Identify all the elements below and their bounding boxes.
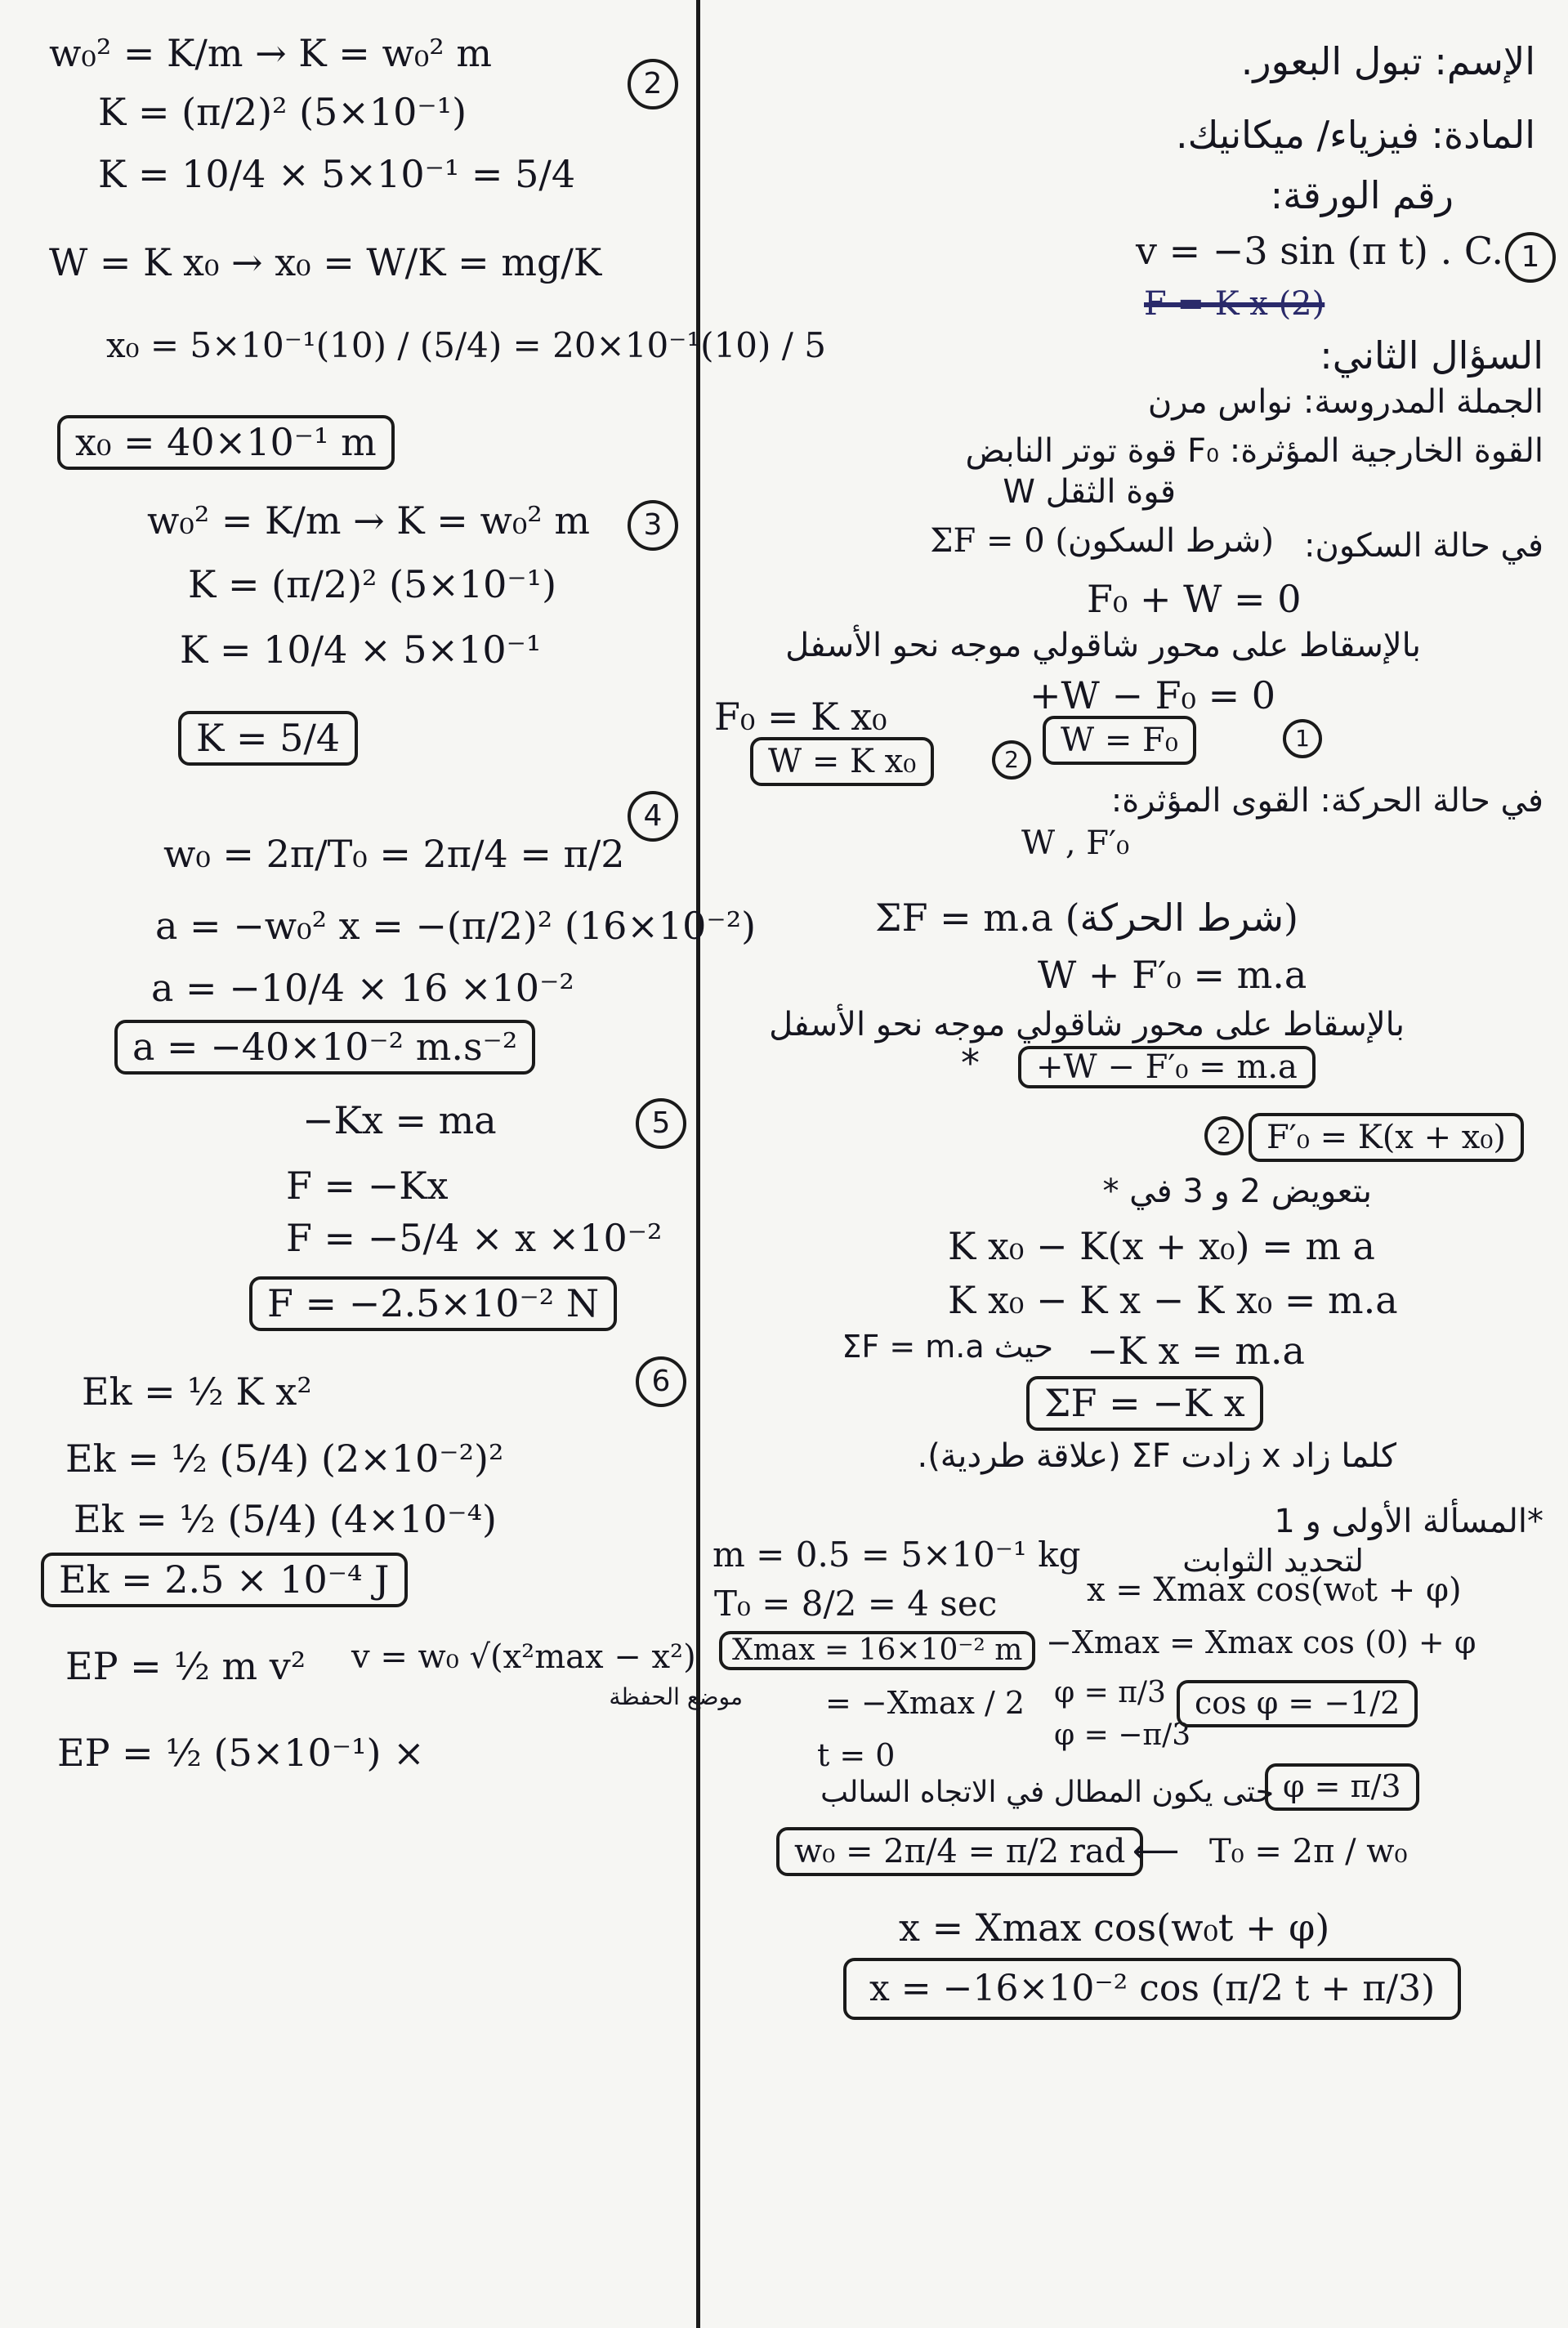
formula-line: v = w₀ √(x²max − x²) — [351, 1638, 696, 1676]
forces-line: القوة الخارجية المؤثرة: F₀ قوة توتر النابض — [965, 432, 1543, 470]
equation-line: F₀ + W = 0 — [1087, 577, 1302, 621]
formula-line: w₀ = 2π/T₀ = 2π/4 = π/2 — [163, 832, 625, 876]
question-title: السؤال الثاني: — [1320, 333, 1543, 378]
equation-line: +W − F₀ = 0 — [1030, 673, 1276, 717]
equation-line: K x₀ − K x − K x₀ = m.a — [948, 1278, 1398, 1322]
subject-line: المادة: فيزياء/ ميكانيك. — [1176, 113, 1535, 157]
equation-line: T₀ = 2π / w₀ — [1209, 1833, 1408, 1870]
formula-line: EP = ½ m v² — [65, 1644, 306, 1688]
equation-line: F₀ = K x₀ — [714, 695, 887, 739]
arrow-left-icon: ⟵ — [1132, 1833, 1180, 1870]
direction-note: حتى يكون المطال في الاتجاه السالب — [820, 1776, 1274, 1809]
result-box: F′₀ = K(x + x₀) — [1249, 1113, 1524, 1162]
formula-line: F = −Kx — [286, 1164, 449, 1208]
equation-line: ΣF = m.a (شرط الحركة) — [875, 896, 1298, 940]
student-name: الإسم: تبول البعور. — [1240, 39, 1535, 83]
projection-note: بالإسقاط على محور شاقولي موجه نحو الأسفل — [785, 627, 1421, 664]
answer-line: v = −3 sin (π t) . C. — [1136, 229, 1504, 273]
formula-line: x₀ = 5×10⁻¹(10) / (5/4) = 20×10⁻¹(10) / 5 — [106, 325, 826, 365]
problem-title: *المسألة الأولى و 1 — [1274, 1503, 1543, 1540]
substitution-note: بتعويض 2 و 3 في * — [1102, 1173, 1372, 1210]
question-number-5: 5 — [636, 1098, 686, 1149]
result-box: φ = π/3 — [1265, 1763, 1419, 1811]
formula-line: Ek = ½ (5/4) (2×10⁻²)² — [65, 1437, 504, 1481]
formula-line: w₀² = K/m → K = w₀² m — [49, 31, 492, 75]
relation-note: كلما زاد x زادت ΣF (علاقة طردية). — [917, 1437, 1396, 1475]
since-note: حيث ΣF = m.a — [842, 1329, 1053, 1365]
crossed-out-line: F = K x (2) — [1144, 285, 1325, 323]
formula-line: EP = ½ (5×10⁻¹) × — [57, 1731, 425, 1775]
result-box: K = 5/4 — [178, 711, 358, 766]
result-box: w₀ = 2π/4 = π/2 rad — [776, 1827, 1143, 1876]
equation-line: −Xmax = Xmax cos (0) + φ — [1046, 1624, 1476, 1660]
formula-line: Ek = ½ (5/4) (4×10⁻⁴) — [74, 1497, 497, 1541]
question-number-4: 4 — [628, 791, 678, 842]
formula-line: K = 10/4 × 5×10⁻¹ = 5/4 — [98, 152, 576, 196]
result-box: x₀ = 40×10⁻¹ m — [57, 415, 395, 470]
formula-line: a = −10/4 × 16 ×10⁻² — [151, 966, 574, 1010]
equation-line: K x₀ − K(x + x₀) = m a — [948, 1224, 1375, 1268]
tag-1: 1 — [1283, 719, 1322, 758]
result-box: cos φ = −1/2 — [1177, 1680, 1418, 1727]
result-box: ΣF = −K x — [1026, 1376, 1263, 1431]
system-line: الجملة المدروسة: نواس مرن — [1147, 383, 1543, 421]
section-title: في حالة الحركة: القوى المؤثرة: — [1110, 782, 1543, 820]
equation-line: −K x = m.a — [1087, 1329, 1305, 1373]
final-answer-box: x = −16×10⁻² cos (π/2 t + π/3) — [843, 1958, 1461, 2020]
formula-line: F = −5/4 × x ×10⁻² — [286, 1216, 663, 1260]
phase-value: φ = −π/3 — [1054, 1718, 1191, 1752]
result-box: W = F₀ — [1043, 716, 1196, 765]
formula-line: Ek = ½ K x² — [82, 1370, 312, 1414]
constants-note: لتحديد الثوابت — [1182, 1543, 1364, 1579]
formula-line: a = −w₀² x = −(π/2)² (16×10⁻²) — [155, 904, 757, 948]
question-number-3: 3 — [628, 500, 678, 551]
question-number-2: 2 — [628, 59, 678, 109]
given-mass: m = 0.5 = 5×10⁻¹ kg — [713, 1535, 1081, 1575]
section-title: في حالة السكون: — [1303, 527, 1543, 565]
sheet-number: رقم الورقة: — [1270, 173, 1454, 217]
position-label: موضع الحفظة — [609, 1683, 743, 1710]
tag-2: 2 — [992, 740, 1031, 780]
formula-line: K = (π/2)² (5×10⁻¹) — [188, 562, 557, 606]
forces-line: W قوة الثقل — [1003, 473, 1176, 511]
question-number-6: 6 — [636, 1356, 686, 1407]
formula-line: K = 10/4 × 5×10⁻¹ — [180, 628, 542, 672]
given-period: T₀ = 8/2 = 4 sec — [714, 1584, 998, 1624]
phase-value: φ = π/3 — [1054, 1676, 1166, 1709]
time-zero: t = 0 — [817, 1737, 896, 1773]
formula-line: −Kx = ma — [302, 1098, 497, 1142]
tag-2b: 2 — [1204, 1116, 1244, 1155]
star-marker: * — [961, 1041, 980, 1085]
result-box: a = −40×10⁻² m.s⁻² — [114, 1020, 535, 1075]
result-box: F = −2.5×10⁻² N — [249, 1276, 617, 1331]
formula-line: w₀² = K/m → K = w₀² m — [147, 498, 590, 543]
forces-list: W , F′₀ — [1021, 824, 1130, 862]
formula-line: K = (π/2)² (5×10⁻¹) — [98, 90, 467, 134]
result-box: Ek = 2.5 × 10⁻⁴ J — [41, 1553, 408, 1607]
equation-line: x = Xmax cos(w₀t + φ) — [899, 1906, 1330, 1950]
result-box: W = K x₀ — [750, 737, 934, 786]
equation-line: W + F′₀ = m.a — [1038, 953, 1307, 997]
equation-line: ΣF = 0 (شرط السكون) — [930, 522, 1274, 560]
equation-line: = −Xmax / 2 — [825, 1685, 1025, 1721]
question-number-1: 1 — [1505, 232, 1556, 283]
equation-line: x = Xmax cos(w₀t + φ) — [1087, 1571, 1462, 1609]
given-amplitude: Xmax = 16×10⁻² m — [719, 1631, 1035, 1670]
result-box: +W − F′₀ = m.a — [1018, 1046, 1316, 1088]
formula-line: W = K x₀ → x₀ = W/K = mg/K — [49, 240, 602, 284]
projection-note: بالإسقاط على محور شاقولي موجه نحو الأسفل — [769, 1006, 1405, 1043]
